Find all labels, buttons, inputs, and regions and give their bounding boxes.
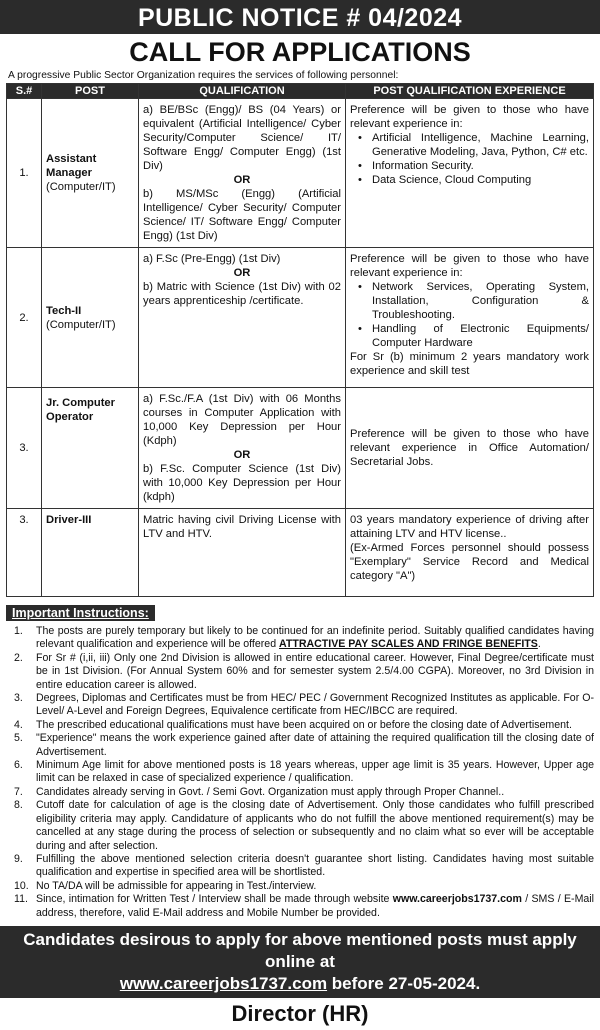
qualification-option-a: a) F.Sc./F.A (1st Div) with 06 Months courses in Computer Application with 10,000 Key Depression per Hour (Kdph)	[143, 393, 341, 447]
experience-intro: Preference will be given to those who have relevant experience in:	[350, 253, 589, 279]
list-item	[6, 880, 594, 893]
qualification-option-a: a) F.Sc (Pre-Engg) (1st Div)	[143, 253, 281, 265]
list-item	[6, 893, 594, 920]
item-text: Degrees, Diplomas and Certificates must be from HEC/ PEC / Government Recognized Institutes as applicable. For O-Level/ A-Level and Foreign Degrees, Equivalence certificate from HEC/IBCC are required.	[36, 692, 594, 718]
item-text: "Experience" means the work experience gained after date of attaining the required qualification till the closing date of Advertisement.	[36, 732, 594, 758]
post-name: Tech-II	[46, 304, 82, 317]
item-number: 3.	[14, 692, 23, 705]
list-item	[6, 799, 594, 853]
item-number: 4.	[14, 718, 23, 731]
qualification-option-b: b) MS/MSc (Engg) (Artificial Intelligence/ Cyber Security/ Computer Science/ IT/ Software Engg/ Computer Engg) (1st Div)	[143, 188, 341, 242]
signatory: Director (HR)	[231, 1000, 369, 1026]
item-text: The posts are purely temporary but likely to be continued for an indefinite period. Suitably qualified candidates having relevant qualification and experience will be offered	[36, 625, 594, 651]
column-header-experience: POST QUALIFICATION EXPERIENCE	[346, 84, 594, 99]
qualification-option-a: a) BE/BSc (Engg)/ BS (04 Years) or equivalent (Artificial Intelligence/ Cyber Security/Computer Science/ IT/ Software Engg/ Computer Engg) (1st Div)	[143, 104, 341, 172]
table-row	[7, 248, 594, 388]
apply-instruction: Candidates desirous to apply for above mentioned posts must apply online at	[23, 929, 577, 971]
item-number: 2.	[14, 651, 23, 664]
list-item	[6, 652, 594, 692]
list-item	[6, 692, 594, 719]
qualification-cell	[139, 99, 346, 248]
table-row	[7, 388, 594, 509]
instructions-list	[6, 625, 594, 920]
item-text: The prescribed educational qualifications must have been acquired on or before the closing date of Advertisement.	[36, 718, 572, 731]
row-number: 1.	[7, 99, 42, 248]
column-header-post: POST	[42, 84, 139, 99]
list-item: • Network Services, Operating System, Installation, Configuration & Troubleshooting.	[362, 280, 589, 322]
item-text: For Sr # (i,ii, iii) Only one 2nd Division is allowed in entire educational career. However, Final Degree/certificate must be in 1st Division. (For Annual System 60% and for semester system 2.5/4.00 CGPA). Moreover, no 3rd Division in entire education career is allowed.	[36, 651, 594, 691]
item-number: 5.	[14, 732, 23, 745]
qualification-cell	[139, 509, 346, 597]
post-cell	[42, 99, 139, 248]
post-cell	[42, 388, 139, 509]
qualification-cell	[139, 388, 346, 509]
list-item: • Information Security.	[362, 159, 589, 173]
item-number: 9.	[14, 852, 23, 865]
item-number: 10.	[14, 879, 29, 892]
apply-banner	[0, 926, 600, 998]
post-department: (Computer/IT)	[46, 318, 116, 331]
experience-cell	[346, 248, 594, 388]
list-item	[6, 786, 594, 799]
row-number: 3.	[7, 509, 42, 597]
qualification-option-b: b) Matric with Science (1st Div) with 02 years apprenticeship /certificate.	[143, 281, 341, 307]
item-text: No TA/DA will be admissible for appearing in Test./interview.	[36, 879, 317, 892]
list-item: • Handling of Electronic Equipments/ Computer Hardware	[362, 322, 589, 350]
post-name: Driver-III	[46, 514, 92, 526]
item-text: Candidates already serving in Govt. / Semi Govt. Organization must apply through Proper Channel..	[36, 785, 505, 798]
apply-deadline: before 27-05-2024.	[327, 973, 481, 993]
item-emphasis: ATTRACTIVE PAY SCALES AND FRINGE BENEFITS	[279, 638, 538, 651]
item-number: 6.	[14, 759, 23, 772]
item-text-tail: / SMS / E-Mail address, therefore, valid E-Mail address and Mobile Number be provided.	[36, 893, 594, 919]
item-text: Fulfilling the above mentioned selection criteria doesn't guarantee short listing. Candidates having most suitable qualification and expertise in specified area will be shortlisted.	[36, 852, 594, 879]
experience-cell	[346, 388, 594, 509]
instructions-heading: Important Instructions:	[6, 605, 155, 621]
posts-table	[6, 83, 594, 597]
item-text: Minimum Age limit for above mentioned posts is 18 years whereas, upper age limit is 35 years. However, Upper age limit can be relaxed in case of specialized experience / qualification.	[36, 759, 594, 785]
post-cell	[42, 248, 139, 388]
table-header-row	[7, 84, 594, 99]
page-title: CALL FOR APPLICATIONS	[0, 34, 600, 68]
or-separator: OR	[233, 174, 251, 186]
post-cell	[42, 509, 139, 597]
item-number: 7.	[14, 785, 23, 798]
experience-note: For Sr (b) minimum 2 years mandatory work experience and skill test	[350, 351, 589, 377]
experience-list	[350, 280, 589, 350]
list-item: • Data Science, Cloud Computing	[362, 173, 589, 187]
row-number: 2.	[7, 248, 42, 388]
apply-website-link[interactable]: www.careerjobs1737.com	[119, 973, 328, 993]
item-number: 11.	[14, 893, 28, 906]
item-text: Cutoff date for calculation of age is the closing date of Advertisement. Only those candidates who fulfill prescribed eligibility criteria may apply. Candidature of applicants who do not fulfill the above mentioned requirement(s) may be cancelled at any stage during the process of selection or subsequently and no claim what so ever will be acceptable during and after selection.	[36, 799, 594, 852]
website-link[interactable]: www.careerjobs1737.com	[392, 893, 522, 906]
list-item	[6, 625, 594, 652]
experience-note: (Ex-Armed Forces personnel should possess "Exemplary" Service Record and Medical category "A")	[350, 542, 589, 582]
item-text-tail: .	[537, 638, 541, 651]
or-separator: OR	[233, 449, 251, 461]
qualification-cell	[139, 248, 346, 388]
list-item	[6, 759, 594, 786]
item-number: 1.	[14, 625, 23, 637]
post-name: Jr. Computer Operator	[46, 397, 116, 423]
item-text: Since, intimation for Written Test / Interview shall be made through website	[36, 893, 393, 906]
experience-intro: Preference will be given to those who have relevant experience in Office Automation/ Secretarial Jobs.	[350, 428, 589, 468]
experience-cell	[346, 99, 594, 248]
list-item	[6, 719, 594, 732]
item-number: 8.	[14, 799, 23, 812]
qualification-option-a: Matric having civil Driving License with LTV and HTV.	[143, 514, 341, 540]
list-item	[6, 853, 594, 880]
table-row	[7, 99, 594, 248]
column-header-sn: S.#	[7, 84, 42, 99]
intro-text: A progressive Public Sector Organization requires the services of following personnel:	[8, 70, 399, 81]
column-header-qualification: QUALIFICATION	[139, 84, 346, 99]
post-name: Assistant Manager	[46, 153, 97, 179]
list-item	[6, 732, 594, 759]
experience-list	[350, 131, 589, 187]
post-department: (Computer/IT)	[46, 181, 116, 193]
qualification-option-b: b) F.Sc. Computer Science (1st Div) with 10,000 Key Depression per Hour (kdph)	[143, 463, 341, 503]
row-number: 3.	[7, 388, 42, 509]
or-separator: OR	[233, 267, 251, 279]
experience-cell	[346, 509, 594, 597]
notice-title: PUBLIC NOTICE # 04/2024	[0, 0, 600, 34]
table-row	[7, 509, 594, 597]
experience-intro: Preference will be given to those who have relevant experience in:	[350, 104, 589, 130]
experience-intro: 03 years mandatory experience of driving after attaining LTV and HTV license..	[350, 514, 589, 540]
list-item: • Artificial Intelligence, Machine Learning, Generative Modeling, Java, Python, C# etc.	[362, 131, 589, 159]
